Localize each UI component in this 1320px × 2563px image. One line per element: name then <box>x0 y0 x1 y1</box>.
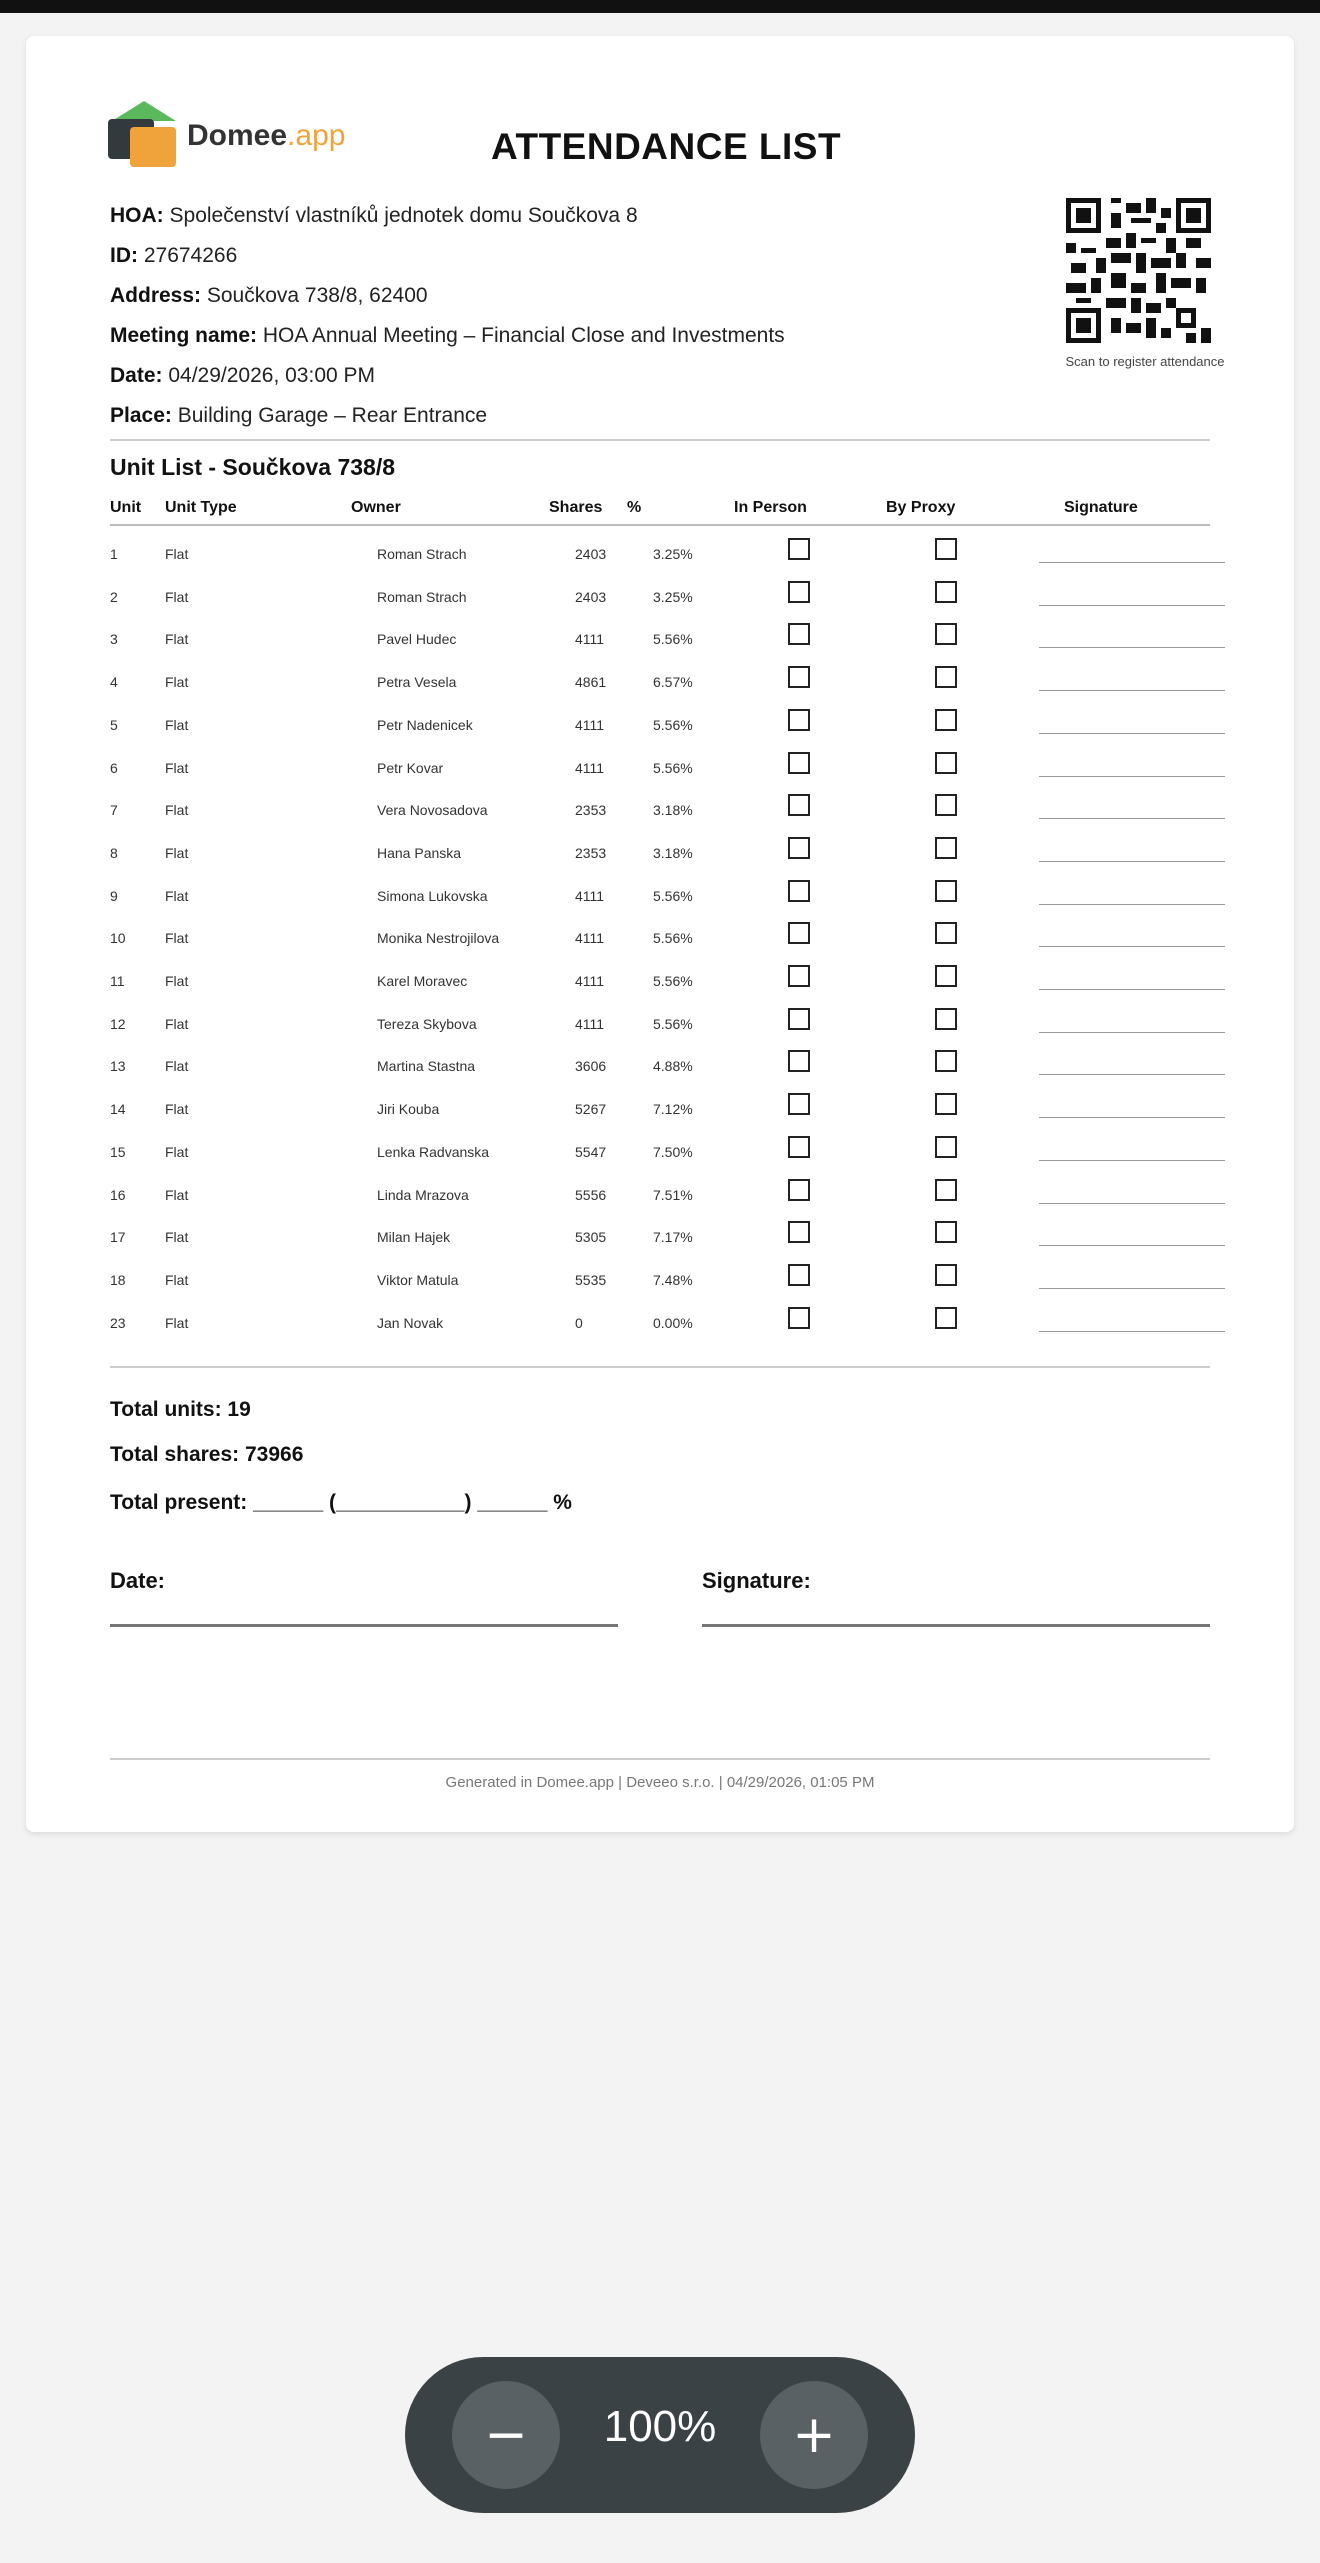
col-header-unit: Unit <box>110 499 142 516</box>
shares-cell: 5535 <box>575 1271 607 1288</box>
in-person-checkbox[interactable] <box>788 1136 810 1158</box>
unit-type-cell: Flat <box>165 1314 189 1331</box>
owner-cell: Tereza Skybova <box>377 1015 477 1032</box>
logo-text: Domee.app <box>187 119 346 152</box>
unit-cell: 13 <box>110 1058 126 1075</box>
owner-cell: Monika Nestrojilova <box>377 930 500 947</box>
total-units: Total units: 19 <box>110 1398 251 1421</box>
unit-type-cell: Flat <box>165 1015 189 1032</box>
signature-line <box>1039 562 1225 563</box>
by-proxy-checkbox[interactable] <box>935 1264 957 1286</box>
by-proxy-checkbox[interactable] <box>935 709 957 731</box>
signature-line <box>1039 1074 1225 1075</box>
owner-cell: Hana Panska <box>377 844 462 861</box>
unit-cell: 7 <box>110 802 118 819</box>
by-proxy-checkbox[interactable] <box>935 1179 957 1201</box>
house-logo-icon <box>108 101 180 167</box>
shares-cell: 4111 <box>575 631 605 648</box>
table-row <box>110 621 1210 663</box>
shares-cell: 2403 <box>575 546 607 562</box>
table-row <box>110 1305 1210 1347</box>
divider <box>110 439 1210 441</box>
percent-cell: 5.56% <box>653 930 693 947</box>
unit-cell: 15 <box>110 1143 126 1160</box>
percent-cell: 5.56% <box>653 1015 693 1032</box>
by-proxy-checkbox[interactable] <box>935 1136 957 1158</box>
percent-cell: 3.18% <box>653 802 693 819</box>
owner-cell: Petr Nadenicek <box>377 716 473 733</box>
owner-cell: Lenka Radvanska <box>377 1143 490 1160</box>
total-present: Total present: ______ (___________) ______ % <box>110 1491 572 1514</box>
shares-cell: 4111 <box>575 1015 605 1032</box>
unit-cell: 1 <box>110 546 118 562</box>
unit-type-cell: Flat <box>165 1271 189 1288</box>
signature-line <box>1039 1117 1225 1118</box>
section-title: Unit List - Součkova 738/8 <box>110 454 396 480</box>
shares-cell: 2403 <box>575 588 607 605</box>
table-row <box>110 1177 1210 1219</box>
in-person-checkbox[interactable] <box>788 880 810 902</box>
zoom-control <box>405 2357 915 2513</box>
owner-cell: Roman Strach <box>377 588 467 605</box>
signature-line <box>1039 647 1225 648</box>
table-row <box>110 835 1210 877</box>
unit-type-cell: Flat <box>165 716 189 733</box>
by-proxy-checkbox[interactable] <box>935 581 957 603</box>
col-header-owner: Owner <box>351 499 401 516</box>
in-person-checkbox[interactable] <box>788 1264 810 1286</box>
unit-cell: 6 <box>110 759 118 776</box>
shares-cell: 3606 <box>575 1058 607 1075</box>
unit-cell: 5 <box>110 716 118 733</box>
shares-cell: 4111 <box>575 716 605 733</box>
shares-cell: 5305 <box>575 1229 607 1246</box>
owner-cell: Pavel Hudec <box>377 631 457 648</box>
owner-cell: Martina Stastna <box>377 1058 476 1075</box>
in-person-checkbox[interactable] <box>788 709 810 731</box>
percent-cell: 7.12% <box>653 1101 693 1118</box>
unit-cell: 4 <box>110 674 118 691</box>
percent-cell: 5.56% <box>653 716 693 733</box>
table-row <box>110 878 1210 920</box>
signature-line <box>1039 861 1225 862</box>
table-row <box>110 963 1210 1005</box>
percent-cell: 7.51% <box>653 1186 693 1203</box>
by-proxy-checkbox[interactable] <box>935 794 957 816</box>
signature-line <box>1039 904 1225 905</box>
by-proxy-checkbox[interactable] <box>935 880 957 902</box>
document-page[interactable] <box>26 36 1294 1832</box>
unit-cell: 3 <box>110 631 118 648</box>
by-proxy-checkbox[interactable] <box>935 1050 957 1072</box>
table-row <box>110 750 1210 792</box>
signature-line <box>1039 989 1225 990</box>
signature-line <box>1039 1331 1225 1332</box>
col-header-shares: Shares <box>549 499 603 516</box>
percent-cell: 3.18% <box>653 844 693 861</box>
unit-type-cell: Flat <box>165 844 189 861</box>
table-row <box>110 1091 1210 1133</box>
meta-meeting-name: Meeting name: HOA Annual Meeting – Financial Close and Investments <box>110 324 785 347</box>
unit-type-cell: Flat <box>165 802 189 819</box>
percent-cell: 0.00% <box>653 1314 693 1331</box>
signature-line <box>1039 605 1225 606</box>
percent-cell: 7.48% <box>653 1271 693 1288</box>
unit-type-cell: Flat <box>165 631 189 648</box>
shares-cell: 4111 <box>575 759 605 776</box>
table-row <box>110 1134 1210 1176</box>
zoom-level: 100% <box>603 2402 717 2451</box>
unit-type-cell: Flat <box>165 1101 189 1118</box>
col-header-in-person: In Person <box>734 499 807 516</box>
meta-address: Address: Součkova 738/8, 62400 <box>110 284 428 307</box>
owner-cell: Simona Lukovska <box>377 887 488 904</box>
in-person-checkbox[interactable] <box>788 1050 810 1072</box>
by-proxy-checkbox[interactable] <box>935 1093 957 1115</box>
unit-type-cell: Flat <box>165 588 189 605</box>
footer-text: Generated in Domee.app | Deveeo s.r.o. | 04/29/2026, 01:05 PM <box>445 1774 875 1791</box>
document-title: ATTENDANCE LIST <box>491 126 842 167</box>
domee-logo <box>108 101 346 171</box>
unit-cell: 12 <box>110 1015 126 1032</box>
total-shares: Total shares: 73966 <box>110 1443 304 1466</box>
table-row <box>110 920 1210 962</box>
in-person-checkbox[interactable] <box>788 837 810 859</box>
unit-cell: 11 <box>110 973 125 989</box>
col-header-by-proxy: By Proxy <box>886 499 956 516</box>
percent-cell: 7.50% <box>653 1143 693 1160</box>
in-person-checkbox[interactable] <box>788 1093 810 1115</box>
owner-cell: Viktor Matula <box>377 1271 459 1288</box>
in-person-checkbox[interactable] <box>788 666 810 688</box>
owner-cell: Petra Vesela <box>377 674 457 691</box>
unit-type-cell: Flat <box>165 930 189 947</box>
signature-line <box>1039 818 1225 819</box>
table-row <box>110 664 1210 706</box>
owner-cell: Karel Moravec <box>377 973 468 989</box>
zoom-in-button[interactable]: + <box>760 2381 868 2489</box>
in-person-checkbox[interactable] <box>788 538 810 560</box>
unit-type-cell: Flat <box>165 546 189 562</box>
col-header-percent: % <box>627 499 642 516</box>
by-proxy-checkbox[interactable] <box>935 1307 957 1329</box>
percent-cell: 6.57% <box>653 674 693 691</box>
percent-cell: 5.56% <box>653 887 693 904</box>
by-proxy-checkbox[interactable] <box>935 965 957 987</box>
unit-type-cell: Flat <box>165 1229 189 1246</box>
signature-line <box>1039 1203 1225 1204</box>
qr-caption: Scan to register attendance <box>1065 354 1225 369</box>
owner-cell: Petr Kovar <box>377 759 444 776</box>
top-bar <box>0 0 1320 13</box>
table-header-divider <box>110 524 1210 526</box>
in-person-checkbox[interactable] <box>788 922 810 944</box>
by-proxy-checkbox[interactable] <box>935 1221 957 1243</box>
in-person-checkbox[interactable] <box>788 581 810 603</box>
unit-cell: 23 <box>110 1314 126 1331</box>
signature-line <box>1039 1160 1225 1161</box>
unit-cell: 9 <box>110 887 118 904</box>
table-row <box>110 1219 1210 1261</box>
owner-cell: Milan Hajek <box>377 1229 451 1246</box>
divider <box>110 1366 1210 1368</box>
col-header-unit-type: Unit Type <box>165 499 237 516</box>
table-row <box>110 579 1210 621</box>
shares-cell: 4111 <box>575 930 605 947</box>
signature-line <box>1039 733 1225 734</box>
unit-type-cell: Flat <box>165 674 189 691</box>
percent-cell: 5.56% <box>653 973 693 989</box>
signature-line <box>702 1624 1210 1627</box>
percent-cell: 7.17% <box>653 1229 693 1246</box>
in-person-checkbox[interactable] <box>788 752 810 774</box>
owner-cell: Roman Strach <box>377 546 467 562</box>
shares-cell: 4111 <box>575 973 605 989</box>
percent-cell: 5.56% <box>653 631 693 648</box>
qr-code-icon <box>1066 198 1211 343</box>
signature-line <box>1039 690 1225 691</box>
by-proxy-checkbox[interactable] <box>935 538 957 560</box>
percent-cell: 5.56% <box>653 759 693 776</box>
shares-cell: 2353 <box>575 802 607 819</box>
percent-cell: 3.25% <box>653 546 693 562</box>
shares-cell: 2353 <box>575 844 607 861</box>
unit-cell: 14 <box>110 1101 126 1118</box>
signature-line <box>1039 1032 1225 1033</box>
owner-cell: Jan Novak <box>377 1314 444 1331</box>
table-row <box>110 1048 1210 1090</box>
shares-cell: 4861 <box>575 674 607 691</box>
unit-type-cell: Flat <box>165 1058 189 1075</box>
in-person-checkbox[interactable] <box>788 1008 810 1030</box>
by-proxy-checkbox[interactable] <box>935 837 957 859</box>
table-row <box>110 1262 1210 1304</box>
unit-type-cell: Flat <box>165 887 189 904</box>
percent-cell: 4.88% <box>653 1058 693 1075</box>
date-label: Date: <box>110 1568 166 1593</box>
unit-cell: 2 <box>110 588 118 605</box>
table-row <box>110 792 1210 834</box>
owner-cell: Vera Novosadova <box>377 802 488 819</box>
unit-cell: 10 <box>110 930 126 947</box>
signature-label: Signature: <box>702 1568 811 1593</box>
signature-line <box>1039 1288 1225 1289</box>
meta-place: Place: Building Garage – Rear Entrance <box>110 404 488 427</box>
signature-line <box>1039 1245 1225 1246</box>
in-person-checkbox[interactable] <box>788 1179 810 1201</box>
meta-date: Date: 04/29/2026, 03:00 PM <box>110 364 376 387</box>
in-person-checkbox[interactable] <box>788 1221 810 1243</box>
footer-divider <box>110 1758 1210 1760</box>
table-row <box>110 707 1210 749</box>
unit-cell: 16 <box>110 1186 126 1203</box>
meta-hoa: HOA: Společenství vlastníků jednotek domu Součkova 8 <box>110 204 638 227</box>
by-proxy-checkbox[interactable] <box>935 752 957 774</box>
in-person-checkbox[interactable] <box>788 623 810 645</box>
signature-line <box>1039 776 1225 777</box>
in-person-checkbox[interactable] <box>788 965 810 987</box>
unit-type-cell: Flat <box>165 759 189 776</box>
unit-type-cell: Flat <box>165 1186 189 1203</box>
unit-type-cell: Flat <box>165 973 189 989</box>
percent-cell: 3.25% <box>653 588 693 605</box>
shares-cell: 5556 <box>575 1186 607 1203</box>
shares-cell: 0 <box>575 1314 583 1331</box>
unit-cell: 8 <box>110 844 118 861</box>
owner-cell: Linda Mrazova <box>377 1186 469 1203</box>
shares-cell: 4111 <box>575 887 605 904</box>
signature-line <box>1039 946 1225 947</box>
in-person-checkbox[interactable] <box>788 794 810 816</box>
in-person-checkbox[interactable] <box>788 1307 810 1329</box>
shares-cell: 5547 <box>575 1143 607 1160</box>
by-proxy-checkbox[interactable] <box>935 1008 957 1030</box>
table-row <box>110 1006 1210 1048</box>
unit-type-cell: Flat <box>165 1143 189 1160</box>
zoom-out-button[interactable]: − <box>452 2381 560 2489</box>
by-proxy-checkbox[interactable] <box>935 623 957 645</box>
unit-cell: 18 <box>110 1271 126 1288</box>
shares-cell: 5267 <box>575 1101 607 1118</box>
col-header-signature: Signature <box>1064 499 1138 516</box>
unit-cell: 17 <box>110 1229 126 1246</box>
table-row <box>110 536 1210 578</box>
owner-cell: Jiri Kouba <box>377 1101 440 1118</box>
date-line <box>110 1624 618 1627</box>
by-proxy-checkbox[interactable] <box>935 666 957 688</box>
by-proxy-checkbox[interactable] <box>935 922 957 944</box>
meta-id: ID: 27674266 <box>110 244 238 267</box>
